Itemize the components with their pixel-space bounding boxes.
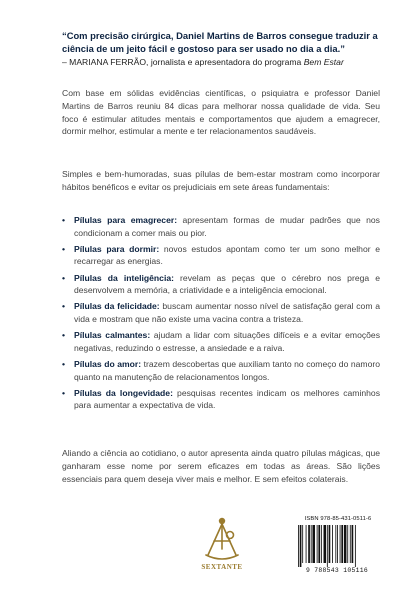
pill-name: Pílulas para emagrecer: <box>74 215 178 225</box>
barcode-bar <box>332 525 333 563</box>
barcode-bars <box>298 525 376 567</box>
bullet-icon: • <box>62 387 66 398</box>
barcode-bar <box>302 525 303 563</box>
barcode-bar <box>311 525 312 563</box>
pill-name: Pílulas calmantes: <box>74 330 151 341</box>
synopsis-paragraph-1: Com base em sólidas evidências científicas, o psiquiatra e professor Daniel Martins de Barros reuniu 84 dicas para melhorar nossa qualidade de vida. Seu foco é estimular atitudes mentais e comportamentos que ajudem a emagrecer, dormir melhor, estimular a mente e ter relacionamentos saudáveis. <box>62 88 380 137</box>
quote-attribution <box>62 56 380 68</box>
list-item <box>62 358 380 383</box>
barcode-bar <box>300 525 302 567</box>
pill-description: pesquisas recentes indicam os melhores caminhos para aumentar a expectativa de vida. <box>74 387 380 411</box>
barcode-bar <box>321 525 322 563</box>
pill-description: ajudam a lidar com situações difíceis e a evitar emoções negativas, reduzindo o estresse, a ansiedade e a raiva. <box>74 330 381 353</box>
endorsement-quote: “Com precisão cirúrgica, Daniel Martins de Barros consegue traduzir a ciência de um jeito fácil e gostoso para ser usado no dia a dia.” <box>62 30 378 54</box>
barcode-bar <box>327 525 328 567</box>
barcode-bar <box>324 525 327 563</box>
barcode-bar <box>306 525 307 563</box>
sextant-icon <box>200 515 244 563</box>
barcode-bar <box>347 525 348 563</box>
isbn-number: ISBN 978-85-431-0511-6 <box>304 516 372 522</box>
barcode-bar <box>352 525 354 563</box>
barcode-bar <box>335 525 336 563</box>
quote-program: Bem Estar <box>303 57 344 67</box>
bullet-icon: • <box>62 272 66 283</box>
barcode-bar <box>317 525 318 563</box>
pill-description: buscam aumentar nosso nível de satisfação geral com a vida e mostram que não existe uma vacina contra a tristeza. <box>74 301 380 324</box>
list-item <box>62 300 380 325</box>
list-item <box>62 243 380 268</box>
bullet-icon: • <box>62 243 66 254</box>
pill-description: revelam as peças que o cérebro nos prega e desenvolvem a memória, a criatividade e a inteligência emocional. <box>74 272 380 296</box>
barcode-bar <box>318 525 320 563</box>
bullet-icon: • <box>62 330 66 341</box>
barcode-bar <box>312 525 315 563</box>
bullet-icon: • <box>62 215 66 225</box>
quote-author: – MARIANA FERRÃO, jornalista e apresentadora do programa <box>62 57 304 67</box>
publisher-name: SEXTANTE <box>201 563 243 571</box>
pill-description: apresentam formas de mudar padrões que nos condicionam a comer mais ou pior. <box>74 215 380 238</box>
barcode-bar <box>350 525 351 563</box>
isbn-barcode <box>294 514 380 580</box>
pill-name: Pílulas para dormir: <box>74 243 160 254</box>
list-item <box>62 387 380 412</box>
barcode-bar <box>355 525 356 567</box>
bullet-icon: • <box>62 301 66 312</box>
bullet-icon: • <box>62 358 66 369</box>
synopsis-paragraph-2: Simples e bem-humoradas, suas pílulas de bem-estar mostram como incorporar hábitos benéficos e evitar os prejudiciais em sete áreas fundamentais: <box>62 169 380 192</box>
synopsis-paragraph-3: Aliando a ciência ao cotidiano, o autor apresenta ainda quatro pílulas mágicas, que ganharam esse nome por serem eficazes em todas as áreas. São lições essenciais para quem deseja viver mais e melhor. E sem efeitos colaterais. <box>62 448 380 484</box>
pill-name: Pílulas do amor: <box>74 358 142 369</box>
pill-name: Pílulas da longevidade: <box>74 387 173 398</box>
list-item <box>62 214 380 239</box>
barcode-bar <box>298 525 299 567</box>
barcode-bar <box>344 525 347 563</box>
barcode-bar <box>341 525 343 563</box>
pill-description: trazem descobertas que auxiliam tanto no começo do namoro quanto na manutenção de relacionamentos longos. <box>74 358 381 382</box>
pills-list <box>62 214 380 415</box>
list-item <box>62 272 380 297</box>
list-item <box>62 329 380 354</box>
barcode-bar <box>337 525 338 563</box>
publisher-logo <box>200 515 244 585</box>
barcode-bar <box>340 525 341 563</box>
pill-name: Pílulas da felicidade: <box>74 301 160 312</box>
barcode-digits: 9 788543 105116 <box>305 567 369 574</box>
pill-name: Pílulas da inteligência: <box>74 272 174 283</box>
pill-description: novos estudos apontam como ter um sono melhor e recarregar as energias. <box>74 243 380 267</box>
barcode-bar <box>308 525 310 563</box>
barcode-bar <box>329 525 331 563</box>
